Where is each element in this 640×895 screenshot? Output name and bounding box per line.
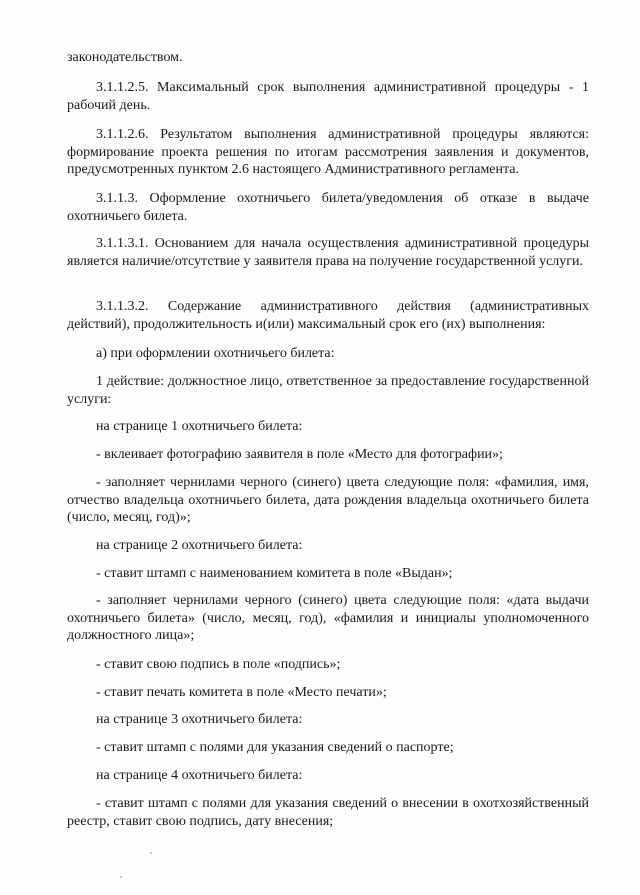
paragraph-3-1-1-3: 3.1.1.3. Оформление охотничьего билета/уведомления об отказе в выдаче охотничьего билета. [67,191,589,224]
paragraph-glue-photo: - вклеивает фотографию заявителя в поле «Место для фотографии»; [96,447,503,462]
paragraph-page-1-heading: на странице 1 охотничьего билета: [96,419,303,434]
paragraph-seal: - ставит печать комитета в поле «Место печати»; [96,685,387,700]
paragraph-page-2-heading: на странице 2 охотничьего билета: [96,538,303,553]
paragraph-stamp-issued: - ставит штамп с наименованием комитета в поле «Выдан»; [96,566,453,581]
paragraph-action-1: 1 действие: должностное лицо, ответственное за предоставление государственной услуги: [67,374,589,407]
paragraph-3-1-1-3-2: 3.1.1.3.2. Содержание административного действия (административных действий), продолжительность и(или) максимальный срок его (их) выполнения: [67,299,589,332]
paragraph-passport-stamp: - ставит штамп с полями для указания сведений о паспорте; [96,740,454,755]
paragraph-3-1-1-2-5: 3.1.1.2.5. Максимальный срок выполнения административной процедуры - 1 рабочий день. [67,80,589,113]
paragraph-3-1-1-2-6: 3.1.1.2.6. Результатом выполнения административной процедуры являются: формирование проекта решения по итогам рассмотрения заявления и документов, предусмотренных пунктом 2.6 настоящего Административного регламента. [67,127,589,177]
scan-speck [120,876,122,878]
paragraph-sign: - ставит свою подпись в поле «подпись»; [96,657,341,672]
paragraph-registry-stamp: - ставит штамп с полями для указания сведений о внесении в охотхозяйственный реестр, ставит свою подпись, дату внесения; [67,796,589,829]
paragraph-page-4-heading: на странице 4 охотничьего билета: [96,768,303,783]
paragraph-fill-issue-fields: - заполняет чернилами черного (синего) цвета следующие поля: «дата выдачи охотничьего билета» (число, месяц, год), «фамилия и инициалы уполномоченного должностного лица»; [67,593,589,643]
paragraph-page-3-heading: на странице 3 охотничьего билета: [96,712,303,727]
paragraph-item-a: а) при оформлении охотничьего билета: [96,346,335,361]
paragraph-fill-name-fields: - заполняет чернилами черного (синего) цвета следующие поля: «фамилия, имя, отчество владельца охотничьего билета, дата рождения владельца охотничьего билета (число, месяц, год)»; [67,475,589,525]
paragraph-3-1-1-3-1: 3.1.1.3.1. Основанием для начала осуществления административной процедуры является наличие/отсутствие у заявителя права на получение государственной услуги. [67,236,589,269]
paragraph-continuation: законодательством. [67,50,183,65]
scan-speck [150,852,152,854]
